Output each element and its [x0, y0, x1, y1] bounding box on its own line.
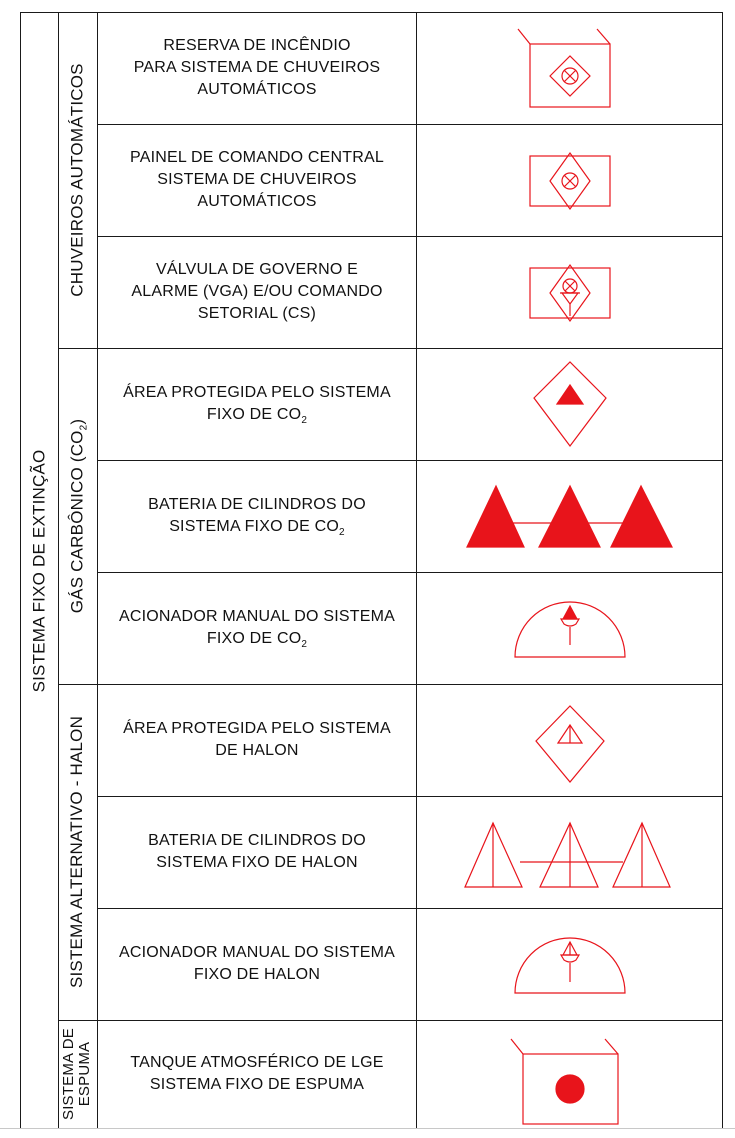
co2-protected-area-icon — [460, 348, 682, 460]
row-text-wrap — [123, 382, 391, 426]
halon-cylinder-battery-icon — [460, 796, 682, 908]
group-label-halon — [58, 684, 97, 1020]
row-text: VÁLVULA DE GOVERNO E ALARME (VGA) E/OU COMANDO SETORIAL (CS) — [131, 261, 383, 322]
row-description — [98, 236, 416, 348]
row-description — [98, 124, 416, 236]
sprinkler-reserve-tank-icon — [460, 12, 682, 124]
row-description — [98, 1020, 416, 1128]
group-label-main: GÁS CARBÔNICO (CO — [67, 430, 87, 614]
group-label-suffix: ) — [67, 418, 87, 425]
co2-manual-trigger-icon — [460, 572, 682, 684]
row-description — [98, 572, 416, 684]
row-description — [98, 460, 416, 572]
outer-group-label — [20, 12, 58, 1129]
group-label-espuma — [58, 1020, 97, 1128]
subscript: 2 — [339, 527, 345, 539]
page-bottom-line — [0, 1128, 735, 1129]
row-text: ACIONADOR MANUAL DO SISTEMA FIXO DE HALON — [119, 944, 395, 983]
outer-group-text: SISTEMA FIXO DE EXTINÇÃO — [29, 449, 48, 692]
row-text: BATERIA DE CILINDROS DO SISTEMA FIXO DE CO — [148, 496, 366, 535]
group-label-text: CHUVEIROS AUTOMÁTICOS — [67, 63, 87, 297]
row-text: RESERVA DE INCÊNDIO PARA SISTEMA DE CHUVEIROS AUTOMÁTICOS — [133, 37, 381, 98]
row-text: ACIONADOR MANUAL DO SISTEMA FIXO DE CO — [119, 608, 395, 647]
group-label-text: SISTEMA DE ESPUMA — [60, 1027, 94, 1121]
subscript: 2 — [301, 415, 308, 427]
row-text: ÁREA PROTEGIDA PELO SISTEMA DE HALON — [123, 720, 391, 759]
row-text: ÁREA PROTEGIDA PELO SISTEMA FIXO DE CO — [123, 384, 391, 423]
row-text-wrap — [119, 606, 395, 650]
row-description — [98, 908, 416, 1020]
subscript: 2 — [301, 639, 308, 651]
row-text-wrap — [148, 494, 366, 538]
row-description — [98, 796, 416, 908]
halon-manual-trigger-icon — [460, 908, 682, 1020]
row-description — [98, 684, 416, 796]
row-description — [98, 348, 416, 460]
sprinkler-control-panel-icon — [460, 124, 682, 236]
row-description — [98, 12, 416, 124]
group-label-text — [68, 419, 88, 614]
row-text: TANQUE ATMOSFÉRICO DE LGE SISTEMA FIXO DE ESPUMA — [130, 1054, 384, 1093]
row-text: BATERIA DE CILINDROS DO SISTEMA FIXO DE HALON — [148, 832, 366, 871]
group-label-chuveiros — [58, 12, 97, 348]
group-label-text: SISTEMA ALTERNATIVO - HALON — [67, 715, 87, 989]
group-label-co2 — [58, 348, 97, 684]
co2-cylinder-battery-icon — [460, 460, 682, 572]
sprinkler-valve-icon — [460, 236, 682, 348]
row-text: PAINEL DE COMANDO CENTRAL SISTEMA DE CHUVEIROS AUTOMÁTICOS — [130, 149, 384, 210]
halon-protected-area-icon — [460, 684, 682, 796]
foam-atmospheric-tank-icon — [460, 1020, 682, 1128]
subscript: 2 — [78, 424, 90, 431]
